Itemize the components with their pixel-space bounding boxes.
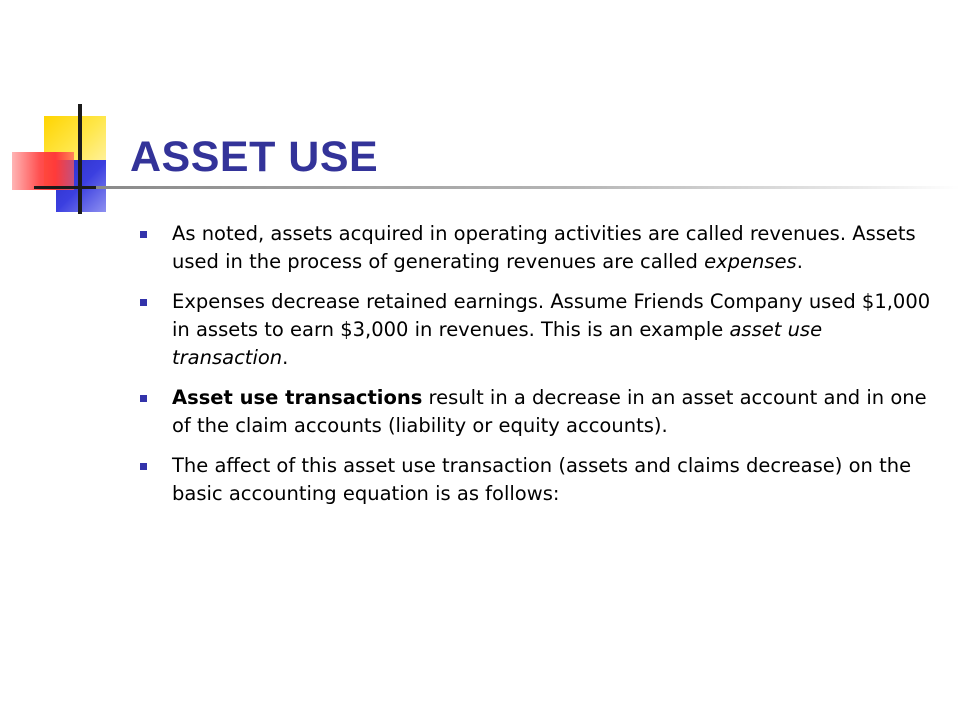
- bullet-text: [172, 454, 911, 505]
- bullet-text: [172, 222, 916, 273]
- bullet-text-part: The affect of this asset use transaction (assets and claims decrease) on the basic accounting equation is as follows:: [172, 454, 912, 505]
- square-bullet-icon: [140, 231, 147, 238]
- bullet-item-3: [140, 384, 940, 440]
- bullet-text: [172, 386, 927, 437]
- bullet-text: [172, 290, 930, 369]
- bullet-text-part: .: [796, 250, 803, 273]
- bullet-text-part: Expenses decrease retained earnings. Assume Friends Company used $1,000 in assets to earn $3,000 in revenues. This is an example: [172, 290, 931, 341]
- logo-vertical-line: [78, 104, 82, 214]
- square-bullet-icon: [140, 299, 147, 306]
- slide-title: ASSET USE: [130, 133, 379, 181]
- decorative-logo: [0, 0, 140, 230]
- title-underline: [96, 186, 960, 189]
- bullet-item-1: [140, 220, 940, 276]
- bullet-text-italic: expenses: [704, 250, 797, 273]
- bullet-text-part: As noted, assets acquired in operating activities are called revenues. Assets used in the process of generating revenues are called: [172, 222, 916, 273]
- logo-red-bar: [12, 152, 74, 190]
- bullet-text-bold: Asset use transactions: [172, 386, 423, 409]
- bullet-text-part: result in a decrease in an asset account and in one of the claim accounts (liability or equity accounts).: [172, 386, 927, 437]
- bullet-item-4: [140, 452, 940, 508]
- bullet-text-part: .: [282, 346, 289, 369]
- bullet-item-2: [140, 288, 940, 372]
- square-bullet-icon: [140, 395, 147, 402]
- bullet-text-italic: asset use transaction: [172, 318, 823, 369]
- bullet-list: [140, 220, 940, 520]
- square-bullet-icon: [140, 463, 147, 470]
